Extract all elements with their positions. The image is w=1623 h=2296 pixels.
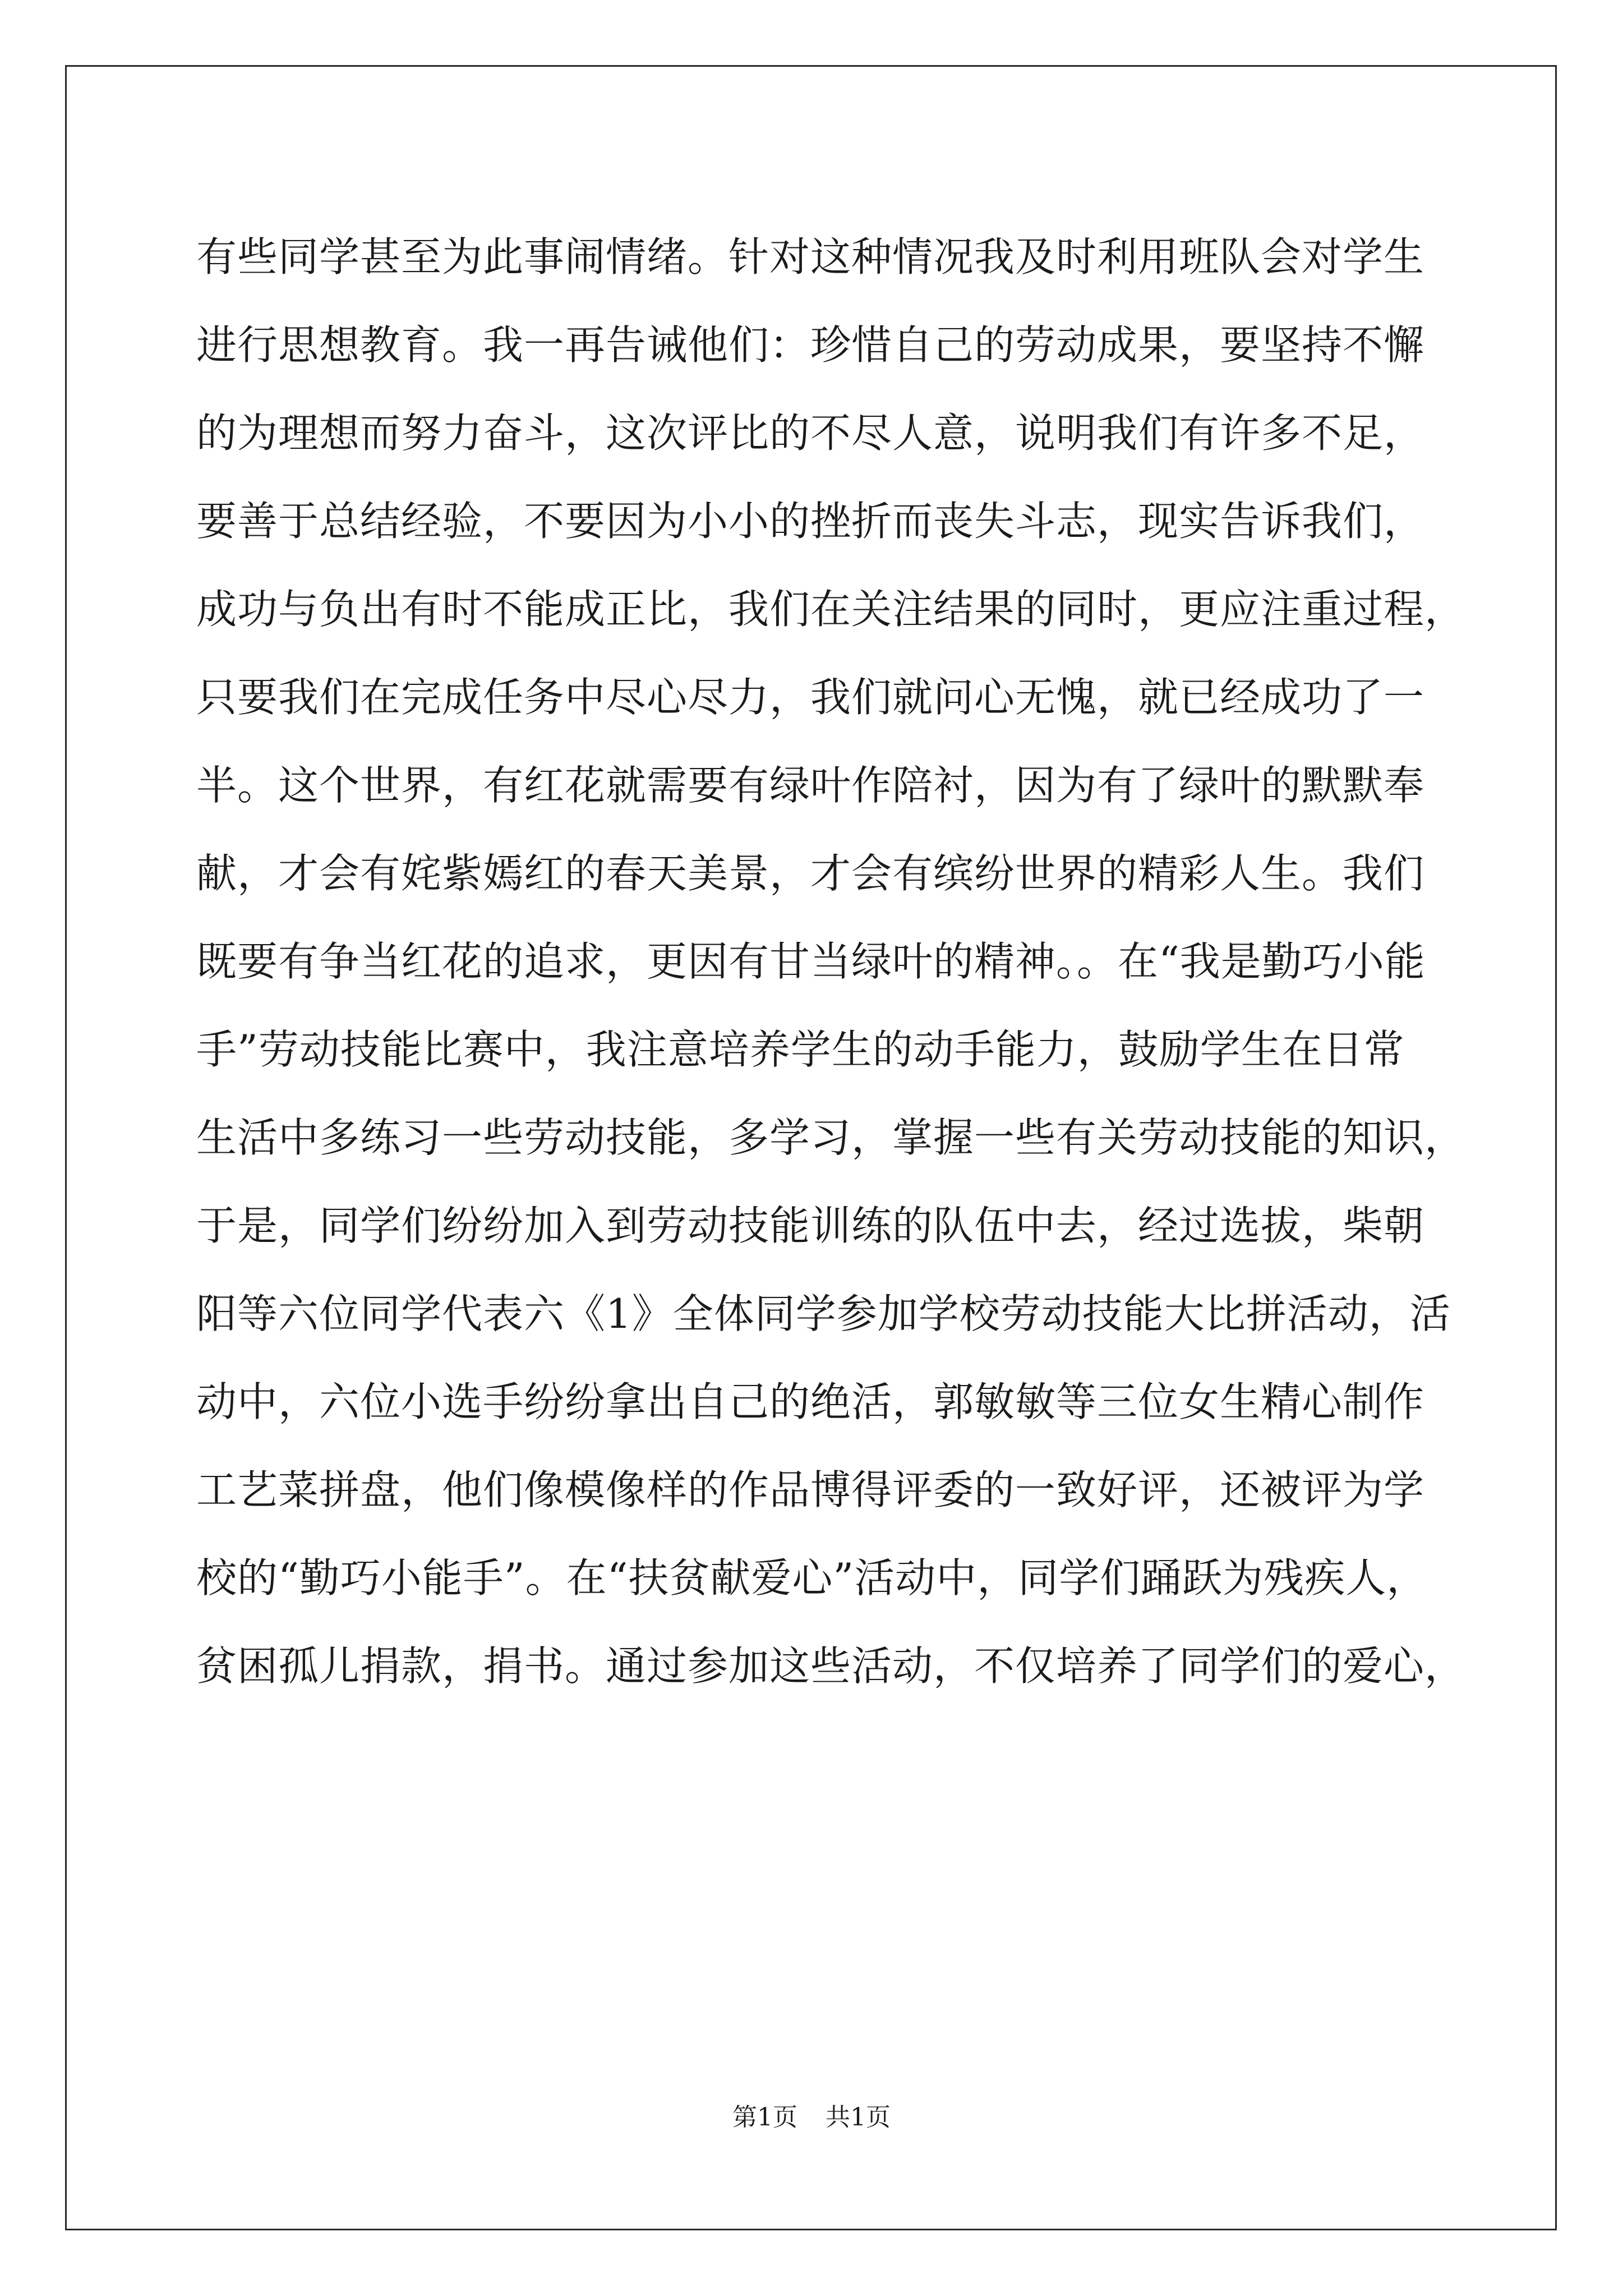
page-number: 第1页	[732, 2103, 797, 2132]
page-total: 共1页	[826, 2103, 891, 2132]
text-line: 半。这个世界，有红花就需要有绿叶作陪衬，因为有了绿叶的默默奉	[196, 762, 1425, 809]
text-line: 动中，六位小选手纷纷拿出自己的绝活，郭敏敏等三位女生精心制作	[196, 1378, 1425, 1425]
text-line: 手”劳动技能比赛中，我注意培养学生的动手能力，鼓励学生在日常	[196, 1026, 1405, 1073]
page-footer	[0, 2101, 1623, 2134]
text-line: 的为理想而努力奋斗，这次评比的不尽人意，说明我们有许多不足，	[196, 409, 1425, 457]
text-line: 生活中多练习一些劳动技能，多学习，掌握一些有关劳动技能的知识，	[196, 1114, 1466, 1161]
text-line: 工艺菜拼盘，他们像模像样的作品博得评委的一致好评，还被评为学	[196, 1466, 1425, 1513]
text-line: 贫困孤儿捐款，捐书。通过参加这些活动，不仅培养了同学们的爱心，	[196, 1642, 1466, 1690]
text-line: 成功与负出有时不能成正比，我们在关注结果的同时，更应注重过程，	[196, 586, 1466, 633]
text-line: 献，才会有姹紫嫣红的春天美景，才会有缤纷世界的精彩人生。我们	[196, 850, 1425, 897]
text-line: 进行思想教育。我一再告诫他们：珍惜自己的劳动成果，要坚持不懈	[196, 321, 1425, 369]
document-body	[196, 213, 1466, 1710]
text-line: 校的“勤巧小能手”。在“扶贫献爱心”活动中，同学们踊跃为残疾人，	[196, 1554, 1428, 1602]
text-line: 于是，同学们纷纷加入到劳动技能训练的队伍中去，经过选拔，柴朝	[196, 1202, 1425, 1249]
text-line: 只要我们在完成任务中尽心尽力，我们就问心无愧，就已经成功了一	[196, 674, 1425, 721]
text-line: 既要有争当红花的追求，更因有甘当绿叶的精神。。在“我是勤巧小能	[196, 938, 1426, 985]
text-line: 阳等六位同学代表六《1》全体同学参加学校劳动技能大比拼活动，活	[196, 1290, 1451, 1337]
text-line: 要善于总结经验，不要因为小小的挫折而丧失斗志，现实告诉我们，	[196, 498, 1425, 545]
text-line: 有些同学甚至为此事闹情绪。针对这种情况我及时利用班队会对学生	[196, 233, 1425, 280]
